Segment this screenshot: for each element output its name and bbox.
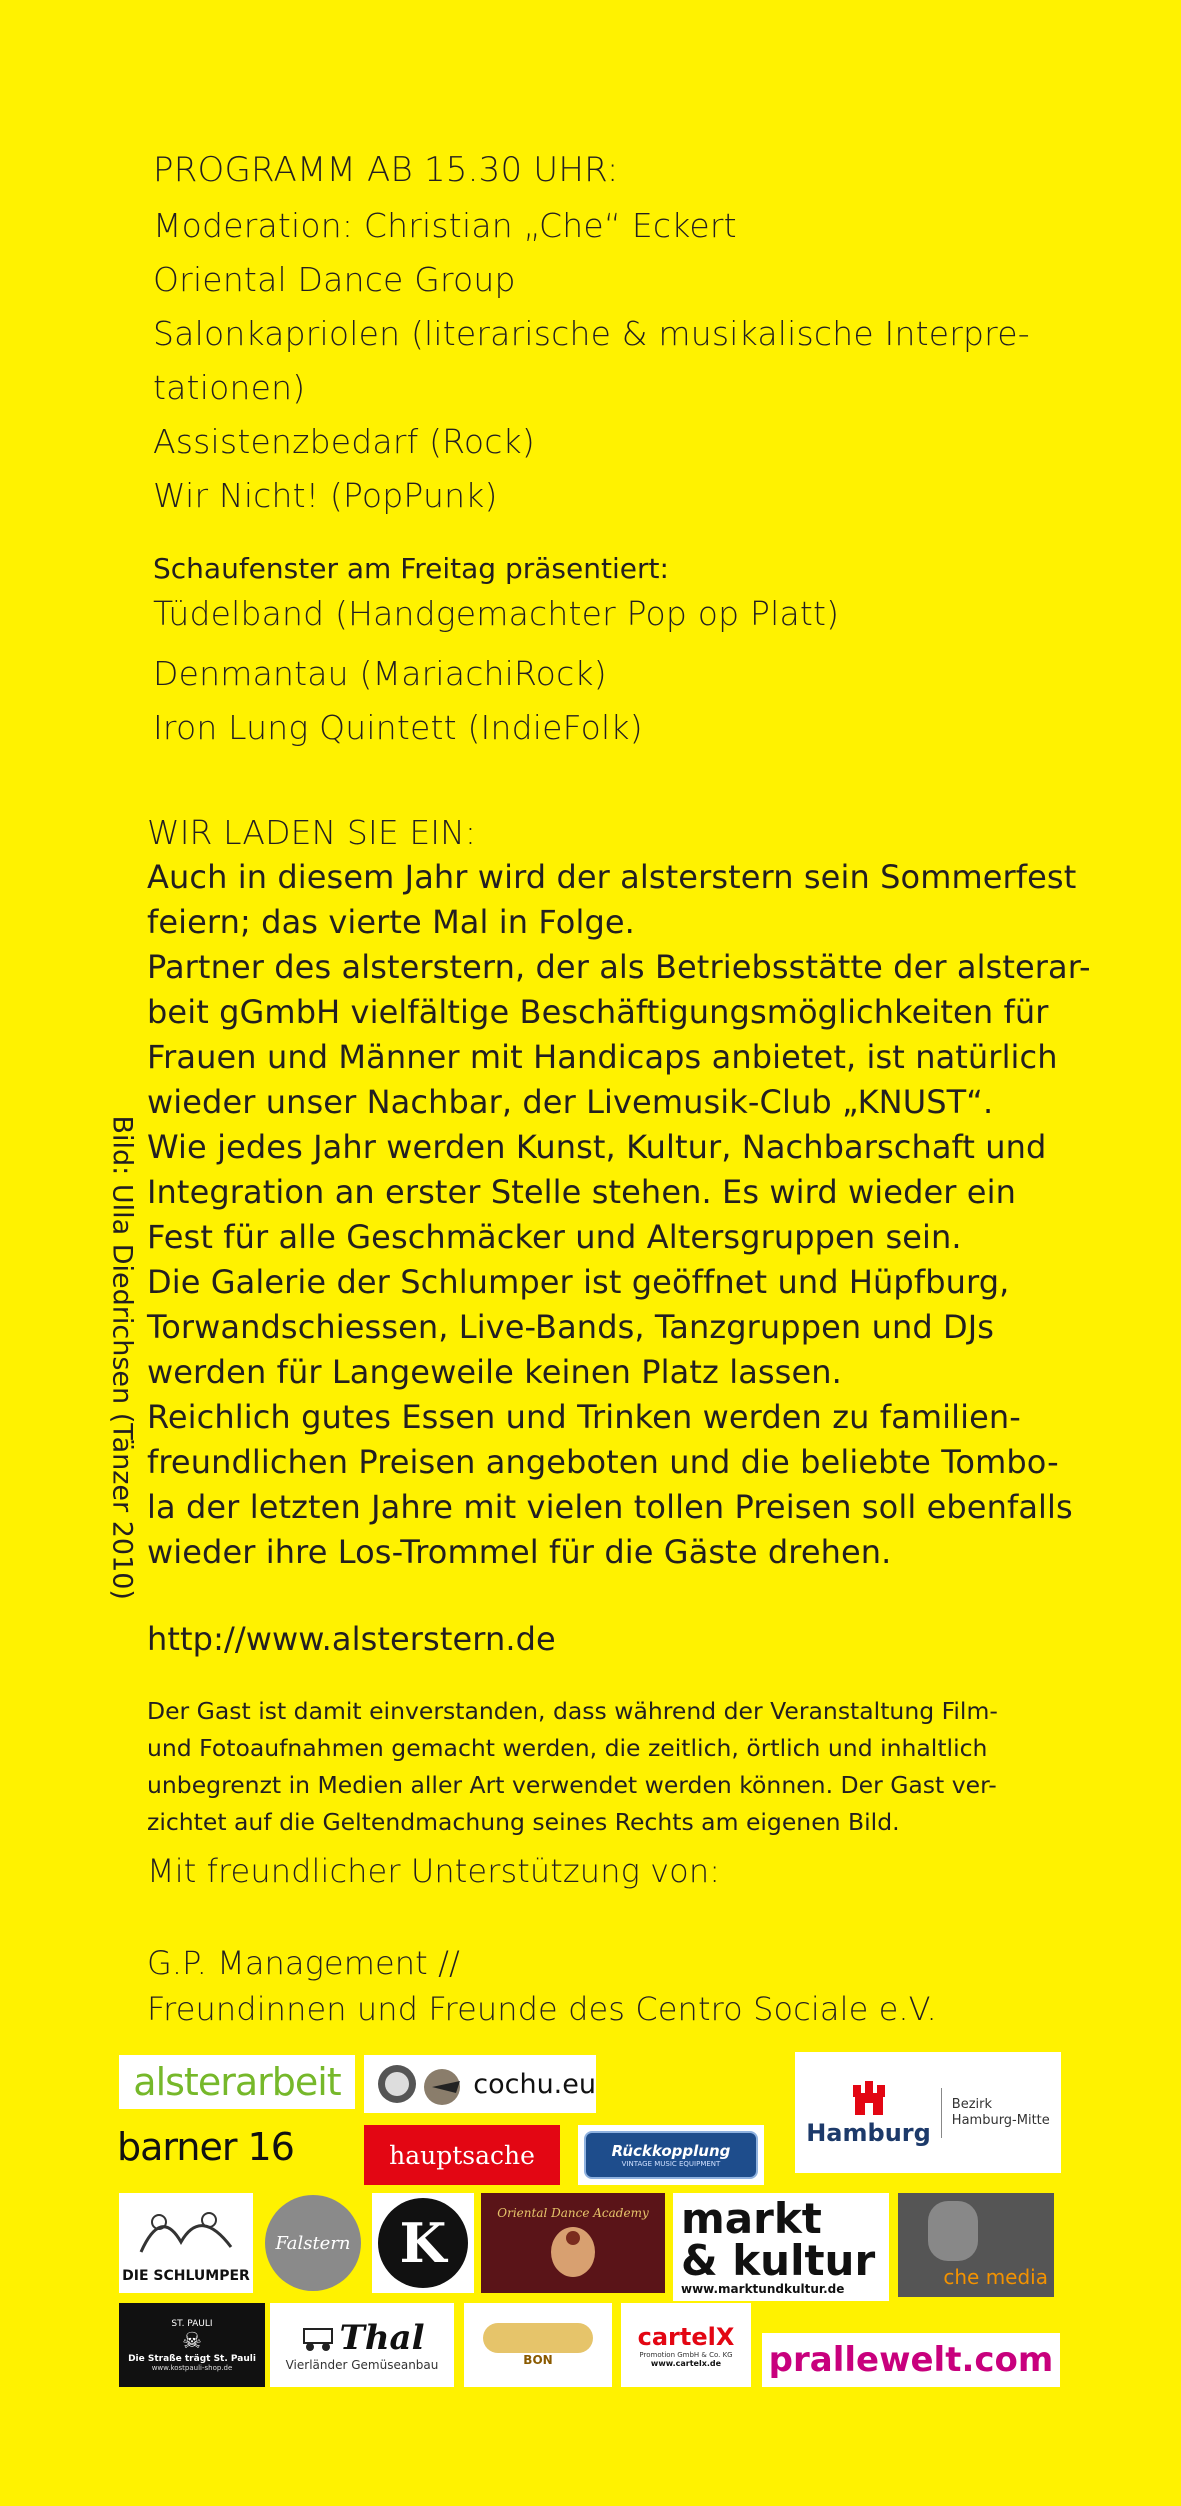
- cartelx-text: cartelX: [637, 2322, 735, 2351]
- hamburg-sub: Hamburg-Mitte: [951, 2112, 1050, 2128]
- alsterarbeit-text: alsterarbeit: [133, 2060, 341, 2104]
- invite-line: beit gGmbH vielfältige Beschäftigungsmöglichkeiten für: [147, 993, 1049, 1031]
- program-item: Moderation: Christian „Che“ Eckert: [153, 206, 737, 245]
- photo-credit: Bild: Ulla Diedrichsen (Tänzer 2010): [106, 1115, 138, 1600]
- dancers-icon: [131, 2202, 241, 2268]
- hamburg-text: Hamburg: [806, 2118, 931, 2147]
- cartelx-url: www.cartelx.de: [650, 2358, 722, 2368]
- hamburg-sub: Bezirk: [951, 2096, 993, 2112]
- prallewelt-text: prallewelt.com: [768, 2340, 1054, 2380]
- disclaimer-line: zichtet auf die Geltendmachung seines Rechts am eigenen Bild.: [147, 1808, 900, 1836]
- rueckkopplung-logo: [578, 2125, 764, 2185]
- invite-line: Integration an erster Stelle stehen. Es wird wieder ein: [147, 1173, 1016, 1211]
- invite-line: werden für Langeweile keinen Platz lassen.: [147, 1353, 842, 1391]
- program-item: Wir Nicht! (PopPunk): [153, 476, 498, 515]
- dancer-icon: [543, 2220, 603, 2280]
- program-item: tationen): [153, 368, 306, 407]
- alsterarbeit-logo: [119, 2055, 355, 2109]
- markt-kultur-logo: [673, 2193, 889, 2301]
- cartelx-sub: Promotion GmbH & Co. KG: [639, 2350, 733, 2359]
- invite-line: Die Galerie der Schlumper ist geöffnet und Hüpfburg,: [147, 1263, 1010, 1301]
- program-heading: PROGRAMM AB 15.30 UHR:: [153, 150, 619, 190]
- schlumper-logo: [119, 2193, 253, 2293]
- invite-line: la der letzten Jahre mit vielen tollen Preisen soll ebenfalls: [147, 1488, 1073, 1526]
- disclaimer-line: Der Gast ist damit einverstanden, dass während der Veranstaltung Film-: [147, 1697, 998, 1725]
- barner-logo: barner 16: [117, 2125, 294, 2169]
- showcase-item: Tüdelband (Handgemachter Pop op Platt): [153, 594, 840, 633]
- invite-line: feiern; das vierte Mal in Folge.: [147, 903, 635, 941]
- program-item: Assistenzbedarf (Rock): [153, 422, 535, 461]
- cochu-logo: [364, 2055, 596, 2113]
- invite-line: Frauen und Männer mit Handicaps anbietet, ist natürlich: [147, 1038, 1058, 1076]
- disclaimer-line: und Fotoaufnahmen gemacht werden, die zeitlich, örtlich und inhaltlich: [147, 1734, 988, 1762]
- kultur-text: & kultur: [681, 2236, 876, 2285]
- st-pauli-top: ST. PAULI: [171, 2318, 213, 2329]
- schlumper-text: DIE SCHLUMPER: [122, 2268, 250, 2284]
- program-item: Salonkapriolen (literarische & musikalische Interpre-: [153, 314, 1030, 353]
- cart-icon: [300, 2323, 340, 2353]
- st-pauli-logo: [119, 2303, 265, 2387]
- hauptsache-logo: [364, 2125, 560, 2185]
- website-link[interactable]: http://www.alsterstern.de: [147, 1620, 556, 1658]
- thal-text: Thal: [339, 2318, 425, 2358]
- castle-icon: [849, 2079, 889, 2119]
- falstern-text: Falstern: [275, 2232, 351, 2254]
- invite-line: Partner des alsterstern, der als Betriebsstätte der alsterar-: [147, 948, 1091, 986]
- oriental-text: Oriental Dance Academy: [497, 2206, 649, 2220]
- invite-line: wieder ihre Los-Trommel für die Gäste drehen.: [147, 1533, 892, 1571]
- thal-sub: Vierländer Gemüseanbau: [285, 2358, 439, 2372]
- hauptsache-text: hauptsache: [389, 2140, 535, 2170]
- oriental-logo: [481, 2193, 665, 2293]
- invite-line: wieder unser Nachbar, der Livemusik-Club „KNUST“.: [147, 1083, 994, 1121]
- divider: [941, 2088, 942, 2138]
- thal-logo: [270, 2303, 454, 2387]
- skull-icon: ☠: [182, 2328, 202, 2354]
- support-line: Freundinnen und Freunde des Centro Sociale e.V.: [147, 1990, 937, 2028]
- showcase-item: Denmantau (MariachiRock): [153, 654, 607, 693]
- invite-line: Reichlich gutes Essen und Trinken werden zu familien-: [147, 1398, 1021, 1436]
- hamburg-logo: [795, 2052, 1061, 2173]
- knust-text: K: [399, 2211, 447, 2275]
- invite-line: Fest für alle Geschmäcker und Altersgruppen sein.: [147, 1218, 962, 1256]
- support-line: G.P. Management //: [147, 1944, 460, 1982]
- che-media-text: che media: [943, 2265, 1048, 2289]
- invite-line: freundlichen Preisen angeboten und die beliebte Tombo-: [147, 1443, 1059, 1481]
- st-pauli-text: Die Straße trägt St. Pauli: [128, 2353, 256, 2364]
- che-media-logo: [898, 2193, 1054, 2297]
- showcase-label: Schaufenster am Freitag präsentiert:: [153, 552, 669, 585]
- invite-line: Auch in diesem Jahr wird der alsterstern sein Sommerfest: [147, 858, 1077, 896]
- disclaimer-line: unbegrenzt in Medien aller Art verwendet werden können. Der Gast ver-: [147, 1771, 997, 1799]
- invite-line: Torwandschiessen, Live-Bands, Tanzgruppen und DJs: [147, 1308, 995, 1346]
- bon-text: BON: [523, 2353, 553, 2367]
- prallewelt-logo: [762, 2333, 1060, 2387]
- program-item: Oriental Dance Group: [153, 260, 516, 299]
- falstern-logo: [261, 2193, 365, 2293]
- st-pauli-url: www.kostpauli-shop.de: [151, 2363, 233, 2372]
- markt-text: markt: [681, 2194, 822, 2243]
- invite-heading: WIR LADEN SIE EIN:: [147, 813, 477, 852]
- knust-logo: [372, 2193, 474, 2293]
- bon-logo: [464, 2303, 612, 2387]
- rueckkopplung-sub: VINTAGE MUSIC EQUIPMENT: [621, 2160, 721, 2168]
- showcase-item: Iron Lung Quintett (IndieFolk): [153, 708, 643, 747]
- markt-url: www.marktundkultur.de: [681, 2282, 845, 2296]
- support-label: Mit freundlicher Unterstützung von:: [147, 1852, 721, 1890]
- rueckkopplung-text: Rückkopplung: [611, 2142, 731, 2160]
- cochu-text: cochu.eu: [473, 2068, 596, 2100]
- birds-icon: [372, 2059, 469, 2109]
- invite-line: Wie jedes Jahr werden Kunst, Kultur, Nachbarschaft und: [147, 1128, 1047, 1166]
- cartelx-logo: [621, 2303, 751, 2387]
